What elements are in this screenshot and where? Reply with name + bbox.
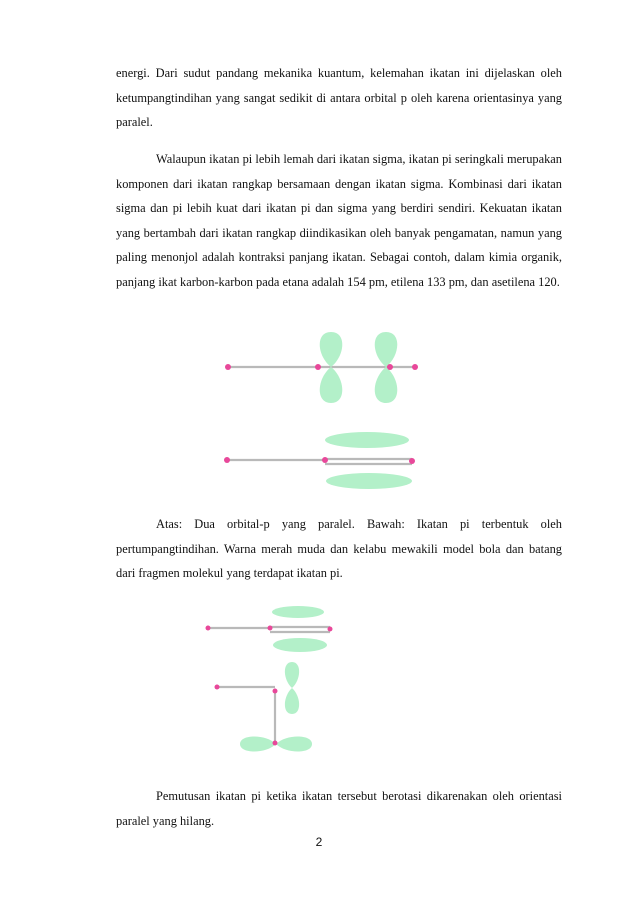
figure-p-orbitals [0, 330, 638, 500]
pi-bond-upper-lobe [325, 432, 409, 448]
atom [225, 364, 231, 370]
atom [273, 689, 278, 694]
atom [224, 457, 230, 463]
page-number: 2 [315, 835, 323, 849]
atom [273, 741, 278, 746]
atom [412, 364, 418, 370]
atom [315, 364, 321, 370]
pi-bond-lower-lobe [273, 638, 327, 652]
vertical-p-orbital-upper-lobe [285, 662, 299, 688]
atom [328, 627, 333, 632]
vertical-p-orbital-lower-lobe [285, 688, 299, 714]
p-orbital-lower-lobe-1 [320, 367, 343, 403]
paragraph-2: Walaupun ikatan pi lebih lemah dari ikatan sigma, ikatan pi seringkali merupakan komponen dari ikatan rangkap bersamaan dengan ikatan sigma. Kombinasi dari ikatan sigma dan pi lebih kuat dari ikatan pi dan sigma yang berdiri sendiri. Kekuatan ikatan yang bertambah dari ikatan rangkap diindikasikan oleh banyak pengamatan, namun yang paling menonjol adalah kontraksi panjang ikatan. Sebagai contoh, dalam kimia organik, panjang ikat karbon-karbon pada etana adalah 154 pm, etilena 133 pm, dan asetilena 120. [116, 152, 562, 289]
atom [268, 626, 273, 631]
horizontal-p-orbital-right-lobe [276, 737, 312, 752]
pi-bond-lower-lobe [326, 473, 412, 489]
atom [387, 364, 393, 370]
p-orbital-upper-lobe-2 [375, 332, 398, 367]
parallel-p-orbitals [225, 332, 418, 403]
paragraph-1: energi. Dari sudut pandang mekanika kuantum, kelemahan ikatan ini dijelaskan oleh ketumpangtindihan yang sangat sedikit di antara orbital p oleh karena orientasinya yang paralel. [116, 66, 562, 129]
atom [409, 458, 415, 464]
p-orbital-upper-lobe-1 [320, 332, 343, 367]
pi-bond-overlap [224, 432, 415, 489]
atom [215, 685, 220, 690]
rotated-p-orbitals [215, 662, 313, 752]
pi-bond-fragment [206, 606, 333, 652]
p-orbital-lower-lobe-2 [375, 367, 398, 403]
atom [322, 457, 328, 463]
figure-caption: Atas: Dua orbital-p yang paralel. Bawah: Ikatan pi terbentuk oleh pertumpangtindihan. Warna merah muda dan kelabu mewakili model bola dan batang dari fragmen molekul yang terdapat ikatan pi. [116, 517, 562, 580]
horizontal-p-orbital-left-lobe [240, 737, 276, 752]
paragraph-closing: Pemutusan ikatan pi ketika ikatan tersebut berotasi dikarenakan oleh orientasi paralel yang hilang. [116, 789, 562, 828]
pi-bond-upper-lobe [272, 606, 324, 618]
figure-pi-bond-rotation [0, 600, 638, 760]
atom [206, 626, 211, 631]
